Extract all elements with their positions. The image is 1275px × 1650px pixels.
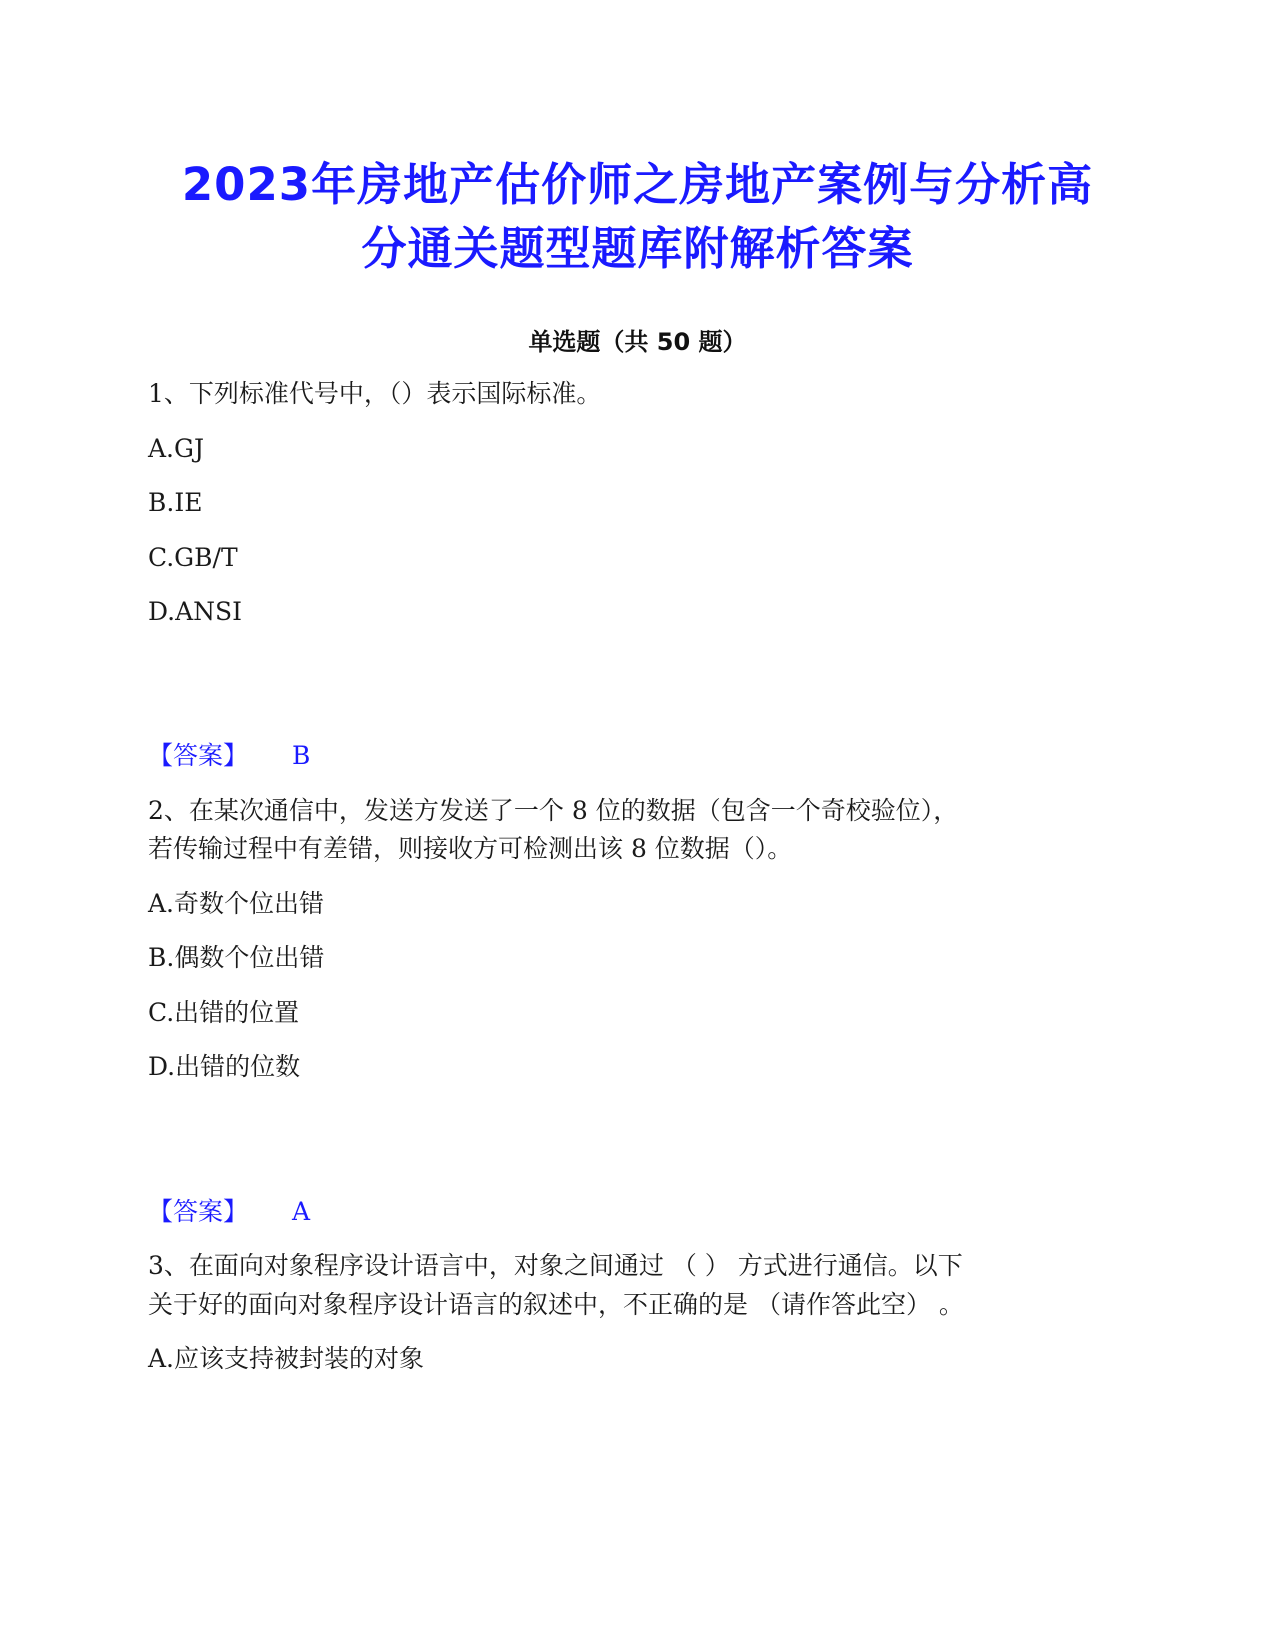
section-heading: 单选题（共 50 题） xyxy=(528,328,747,356)
answer-label: 【答案】 xyxy=(148,741,249,770)
option-b: B.IE xyxy=(148,488,203,517)
title-line-1: 2023年房地产估价师之房地产案例与分析高 xyxy=(181,158,1094,211)
question-stem-line-2: 若传输过程中有差错，则接收方可检测出该 8 位数据（）。 xyxy=(148,834,793,863)
option-a: A.GJ xyxy=(148,434,204,463)
answer-label: 【答案】 xyxy=(148,1197,249,1226)
title-line-2: 分通关题型题库附解析答案 xyxy=(361,222,914,275)
option-c: C.出错的位置 xyxy=(148,998,300,1027)
answer-line xyxy=(148,1196,310,1228)
question-stem-line-1: 3、在面向对象程序设计语言中，对象之间通过 （ ） 方式进行通信。以下 xyxy=(148,1251,963,1280)
option-d: D.出错的位数 xyxy=(148,1052,301,1081)
question-stem-line-2: 关于好的面向对象程序设计语言的叙述中，不正确的是 （请作答此空） 。 xyxy=(148,1290,964,1319)
answer-value: B xyxy=(292,741,311,770)
answer-value: A xyxy=(292,1197,311,1226)
option-a: A.奇数个位出错 xyxy=(148,889,325,918)
question-stem-line-1: 2、在某次通信中，发送方发送了一个 8 位的数据（包含一个奇校验位）， xyxy=(148,796,959,825)
option-d: D.ANSI xyxy=(148,597,243,626)
answer-line xyxy=(148,740,310,772)
question-stem: 1、下列标准代号中，（）表示国际标准。 xyxy=(148,379,602,408)
option-b: B.偶数个位出错 xyxy=(148,943,325,972)
option-a: A.应该支持被封装的对象 xyxy=(148,1344,425,1373)
option-c: C.GB/T xyxy=(148,543,238,572)
